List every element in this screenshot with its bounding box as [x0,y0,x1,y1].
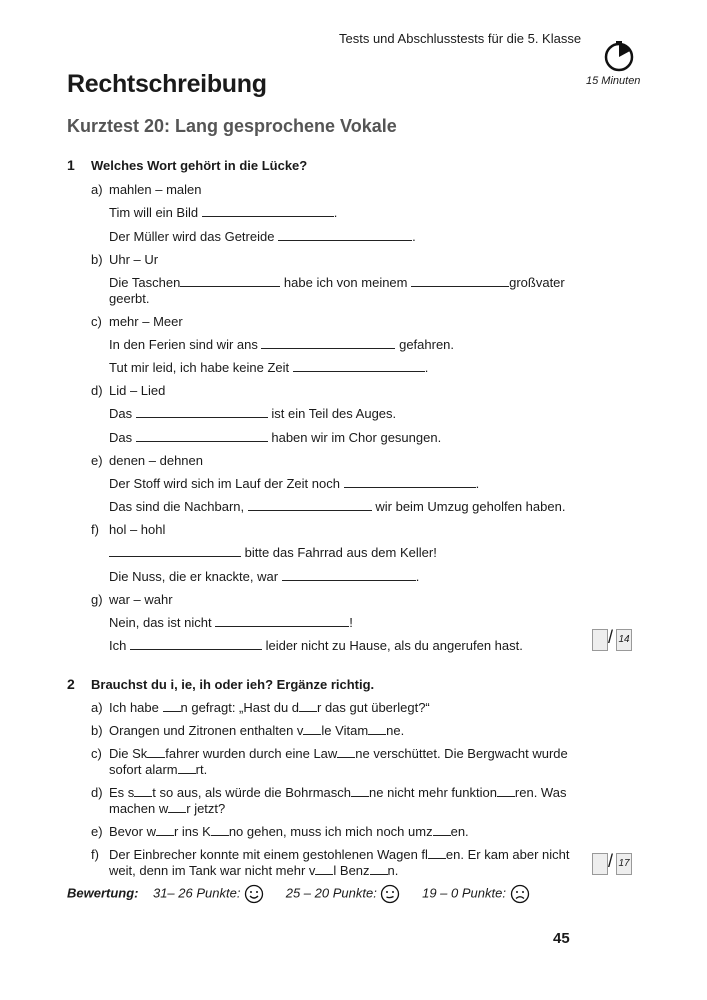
word-pair: denen – dehnen [109,453,203,468]
sentence-text: Orangen und Zitronen enthalten v [109,723,304,738]
sentence-text: . [475,476,480,491]
sentence-text: In den Ferien sind wir ans [109,337,258,352]
sentence-text: ! [349,615,353,630]
question-2-text: Brauchst du i, ie, ih oder ieh? Ergänze richtig. [91,677,375,692]
letter-blank[interactable] [134,785,152,797]
sentence-text: en. [450,824,469,839]
sentence-text: Tut mir leid, ich habe keine Zeit [109,360,290,375]
q2-f-sentence [91,846,569,863]
q1-g-pair [91,591,173,608]
answer-blank[interactable] [344,475,476,488]
score-max: 14 [616,629,632,651]
q2-e-sentence [91,823,469,840]
letter-blank[interactable] [299,700,317,712]
item-label: e) [91,824,103,839]
sentence-text: . [412,229,416,244]
word-pair: Lid – Lied [109,383,166,398]
q1-e-pair [91,452,203,469]
page-number: 45 [553,930,570,947]
item-label: c) [91,746,102,761]
score-input[interactable] [592,629,608,651]
score-separator: / [608,851,614,871]
letter-blank[interactable] [211,824,229,836]
sentence-text: Die Sk [109,746,148,761]
q1-f-sentence-1 [109,544,437,561]
q1-e-sentence-1 [109,475,479,492]
sentence-text: no gehen, muss ich mich noch umz [228,824,433,839]
sentence-text: Ich [109,638,127,653]
q1-c-sentence-2 [109,359,428,376]
sentence-text: wir beim Umzug geholfen haben. [371,499,566,514]
sentence-text: habe ich von meinem [280,275,412,290]
sentence-text: Die Taschen [109,275,181,290]
word-pair: war – wahr [109,592,173,607]
sentence-text: ren. Was [514,785,567,800]
letter-blank[interactable] [433,824,451,836]
sentence-text: leider nicht zu Hause, als du angerufen hast. [261,638,523,653]
item-label: g) [91,592,103,607]
sad-face-icon [510,884,530,904]
q1-b-sentence-1 [109,274,565,291]
item-label: a) [91,700,103,715]
question-1-number: 1 [67,157,75,173]
sentence-text: le Vitam [321,723,369,738]
content-face-icon [380,884,400,904]
sentence-text: Der Stoff wird sich im Lauf der Zeit noch [109,476,340,491]
q1-c-sentence-1 [109,336,454,353]
q1-e-sentence-2 [109,498,565,515]
letter-blank[interactable] [337,746,355,758]
answer-blank[interactable] [136,405,268,418]
letter-blank[interactable] [351,785,369,797]
sentence-text: Ich habe [109,700,163,715]
item-label: d) [91,383,103,398]
sentence-text: ne verschüttet. Die Bergwacht wurde [355,746,568,761]
answer-blank[interactable] [180,274,280,287]
sentence-text: gefahren. [395,337,455,352]
sentence-text: . [333,205,338,220]
clock-icon [603,40,635,72]
sentence-text: sofort alarm [109,762,178,777]
q2-d-sentence [91,784,566,801]
letter-blank[interactable] [178,762,196,774]
sentence-text: ne nicht mehr funktion [369,785,497,800]
item-label: f) [91,847,99,862]
answer-blank[interactable] [248,498,372,511]
q1-d-sentence-1 [109,405,396,422]
item-label: c) [91,314,102,329]
letter-blank[interactable] [156,824,174,836]
q2-f-sentence-continued [109,862,398,879]
q1-a-pair [91,181,202,198]
q1-d-sentence-2 [109,429,441,446]
q1-g-sentence-1 [109,614,353,631]
q1-d-pair [91,382,165,399]
word-pair: mahlen – malen [109,182,202,197]
sentence-text: en. Er kam aber nicht [445,847,570,862]
score-max: 17 [616,853,632,875]
rating-range-good: 31– 26 Punkte: [152,885,241,901]
happy-face-icon [244,884,264,904]
sentence-text: n. [387,863,399,878]
item-label: f) [91,522,99,537]
sentence-text: t so aus, als würde die Bohrmasch [152,785,352,800]
test-subtitle: Kurztest 20: Lang gesprochene Vokale [67,116,397,136]
sentence-text: l Benz [333,863,370,878]
letter-blank[interactable] [147,746,165,758]
sentence-text: Nein, das ist nicht [109,615,212,630]
sentence-text: Der Müller wird das Getreide [109,229,275,244]
time-limit: 15 Minuten [586,75,641,87]
letter-blank[interactable] [428,847,446,859]
sentence-text: weit, denn im Tank war nicht mehr v [109,863,316,878]
sentence-text: Bevor w [109,824,156,839]
answer-blank[interactable] [411,274,509,287]
answer-blank[interactable] [130,637,262,650]
sentence-text: Die Nuss, die er knackte, war [109,569,279,584]
letter-blank[interactable] [370,863,388,875]
item-label: e) [91,453,103,468]
item-label: b) [91,723,103,738]
sentence-text: Das [109,406,133,421]
q2-a-sentence [91,699,430,716]
book-title: Tests und Abschlusstests für die 5. Klasse [339,31,582,46]
q1-c-pair [91,313,183,330]
sentence-text: ne. [386,723,405,738]
score-separator: / [608,627,614,647]
answer-blank[interactable] [215,614,349,627]
sentence-text: fahrer wurden durch eine Law [165,746,338,761]
sentence-text: haben wir im Chor gesungen. [267,430,442,445]
q1-score-box [592,629,630,651]
answer-blank[interactable] [282,568,416,581]
sentence-text: r ins K [173,824,211,839]
q1-f-sentence-2 [109,568,419,585]
question-2-number: 2 [67,676,75,692]
sentence-text: . [415,569,420,584]
sentence-text: . [424,360,429,375]
answer-blank[interactable] [109,544,241,557]
answer-blank[interactable] [202,204,334,217]
letter-blank[interactable] [497,785,515,797]
q2-b-sentence [91,722,404,739]
q1-a-sentence-2 [109,228,416,245]
rating-range-low: 19 – 0 Punkte: [422,885,506,901]
q1-b-sentence-1-continued: geerbt. [109,291,150,306]
answer-blank[interactable] [136,429,268,442]
sentence-text: großvater [509,275,565,290]
score-input[interactable] [592,853,608,875]
sentence-text: r jetzt? [186,801,226,816]
q1-b-pair [91,251,158,268]
q1-g-sentence-2 [109,637,523,654]
rating-range-medium: 25 – 20 Punkte: [285,885,377,901]
sentence-text: Tim will ein Bild [109,205,199,220]
answer-blank[interactable] [261,336,395,349]
sentence-text: Das sind die Nachbarn, [109,499,245,514]
sentence-text: Der Einbrecher konnte mit einem gestohlenen Wagen fl [109,847,428,862]
q1-f-pair [91,521,165,538]
q2-c-sentence [91,745,568,762]
item-label: b) [91,252,103,267]
item-label: d) [91,785,103,800]
rating-label: Bewertung [67,885,135,901]
page-title: Rechtschreibung [67,70,267,98]
word-pair: Uhr – Ur [109,252,159,267]
letter-blank[interactable] [168,801,186,813]
sentence-text: r das gut überlegt?“ [317,700,430,715]
q2-d-sentence-continued [109,800,225,817]
q2-score-box [592,853,630,875]
word-pair: mehr – Meer [109,314,183,329]
letter-blank[interactable] [368,723,386,735]
letter-blank[interactable] [163,700,181,712]
rating-row: Bewertung: 31– 26 Punkte: 25 – 20 Punkte: 19 – 0 Punkte: [67,884,530,904]
sentence-text: rt. [195,762,208,777]
question-1-text: Welches Wort gehört in die Lücke? [91,158,308,173]
answer-blank[interactable] [293,359,425,372]
sentence-text: machen w [109,801,169,816]
word-pair: hol – hohl [109,522,166,537]
sentence-text: Es s [109,785,135,800]
sentence-text: bitte das Fahrrad aus dem Keller! [241,545,437,560]
answer-blank[interactable] [278,228,412,241]
sentence-text: Das [109,430,133,445]
letter-blank[interactable] [303,723,321,735]
item-label: a) [91,182,103,197]
letter-blank[interactable] [315,863,333,875]
q2-c-sentence-continued [109,761,207,778]
q1-a-sentence-1 [109,204,337,221]
sentence-text: ist ein Teil des Auges. [267,406,397,421]
sentence-text: n gefragt: „Hast du d [180,700,300,715]
